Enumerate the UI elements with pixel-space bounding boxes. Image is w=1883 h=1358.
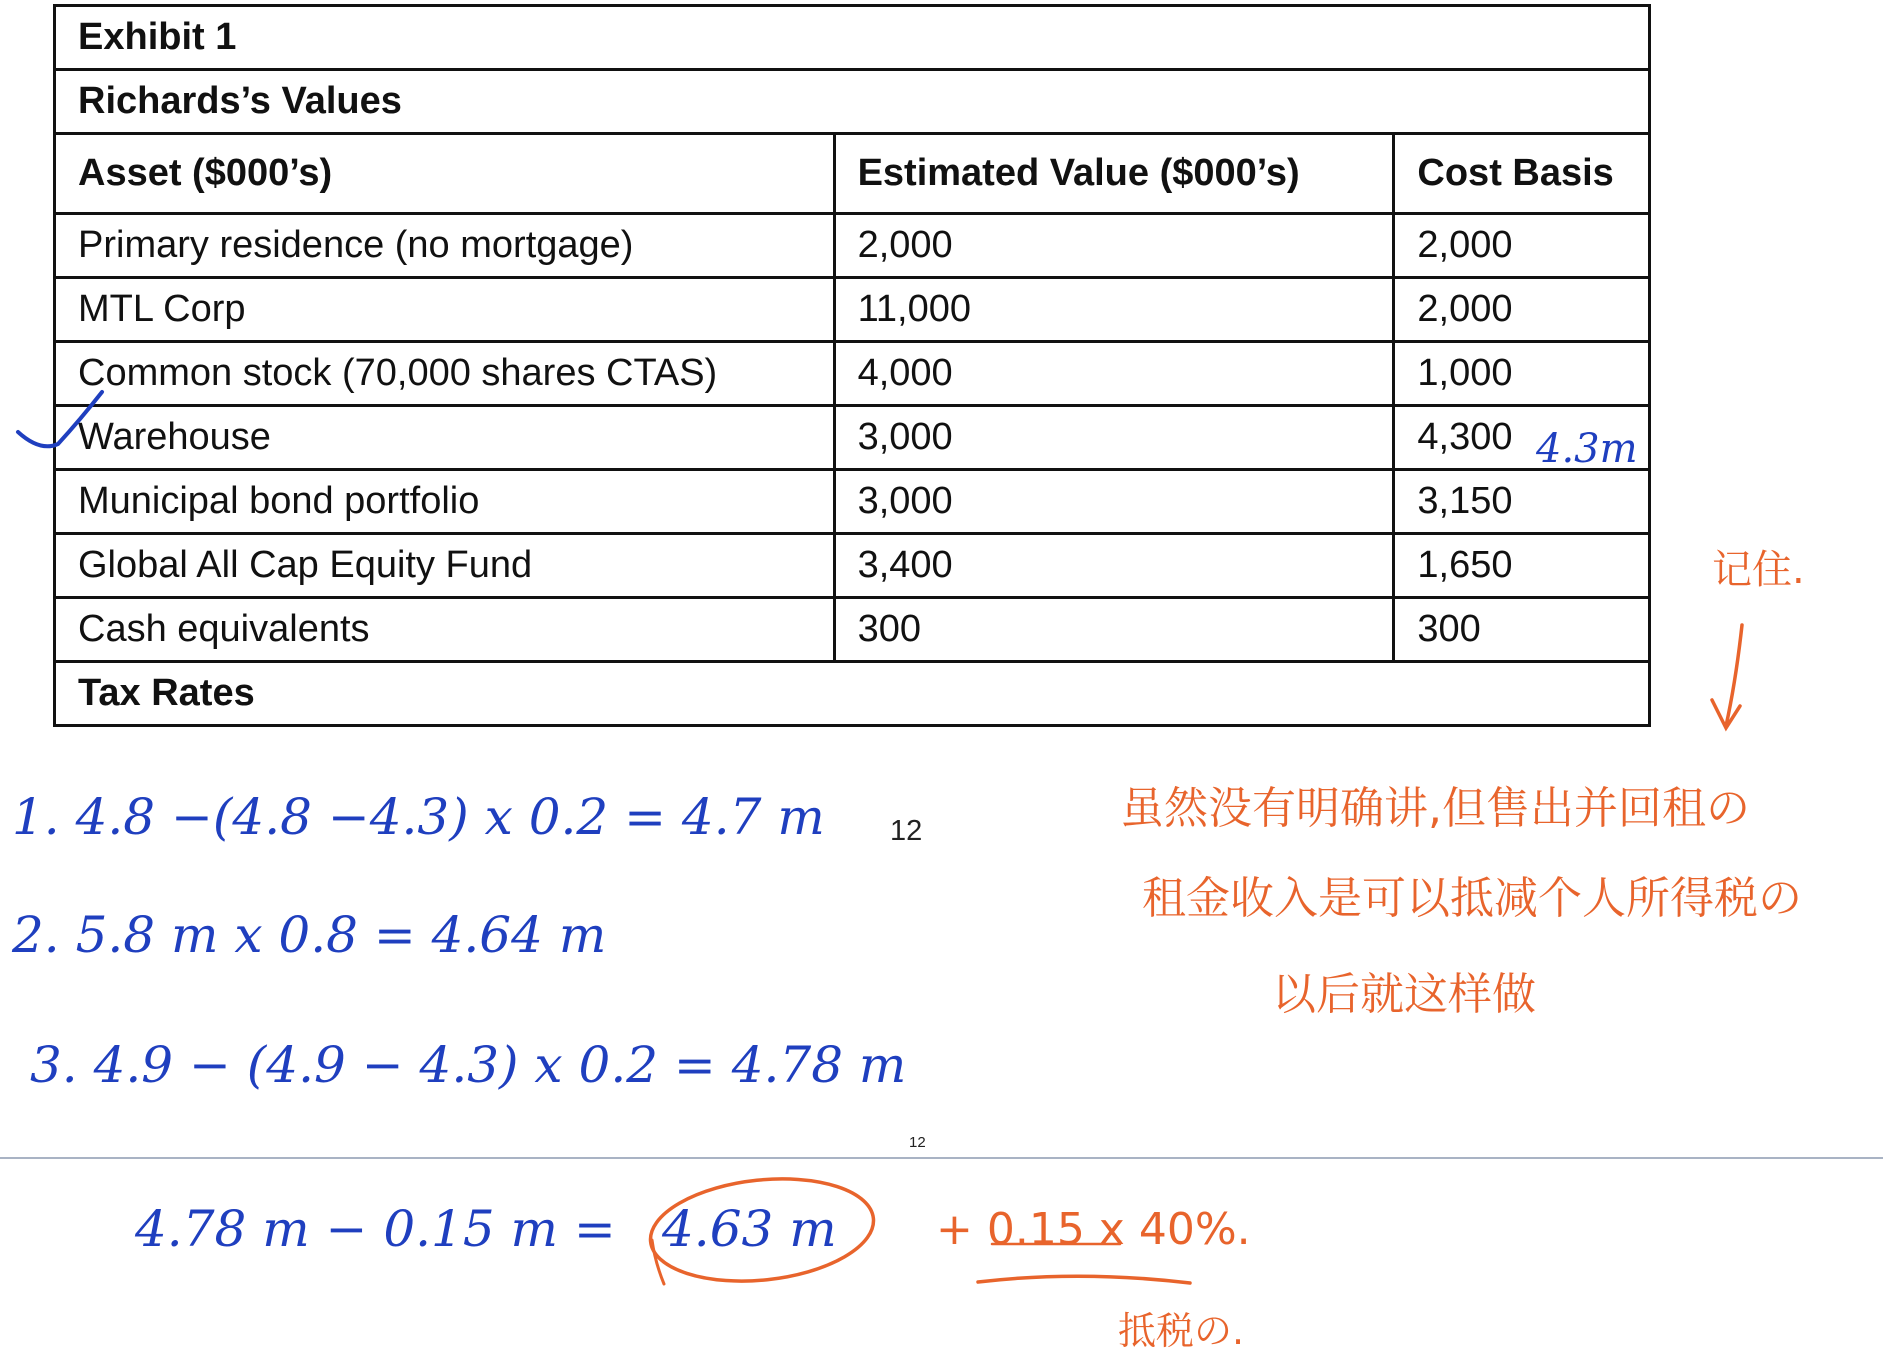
value-cell: 4,000 <box>834 342 1394 406</box>
basis-cell: 1,650 <box>1394 534 1650 598</box>
explanation-line-3: 以后就这样做 <box>1272 969 1536 1020</box>
reminder-note: 记住. <box>1712 547 1805 593</box>
asset-cell: Warehouse <box>55 406 835 470</box>
basis-note: 4.3m <box>1536 426 1638 472</box>
asset-cell: MTL Corp <box>55 278 835 342</box>
tax-addition-note: + 0.15 x 40%. <box>936 1204 1251 1255</box>
basis-cell: 3,150 <box>1394 470 1650 534</box>
column-header-asset: Asset ($000’s) <box>55 134 835 214</box>
checkmark-icon <box>18 392 102 446</box>
value-cell: 3,000 <box>834 470 1394 534</box>
calc-line-2: 2. 5.8 m x 0.8 = 4.64 m <box>12 906 607 964</box>
calc-line-3: 3. 4.9 − (4.9 − 4.3) x 0.2 = 4.78 m <box>30 1036 907 1094</box>
value-cell: 11,000 <box>834 278 1394 342</box>
value-cell: 3,400 <box>834 534 1394 598</box>
calc-line-4: 4.78 m − 0.15 m = <box>135 1200 616 1258</box>
value-cell: 2,000 <box>834 214 1394 278</box>
page-divider <box>0 1157 1883 1159</box>
basis-cell: 2,000 <box>1394 278 1650 342</box>
addition-underline <box>978 1276 1190 1283</box>
asset-cell: Primary residence (no mortgage) <box>55 214 835 278</box>
asset-cell: Global All Cap Equity Fund <box>55 534 835 598</box>
down-arrow-icon <box>1726 625 1742 726</box>
page-number-large: 12 <box>890 815 923 847</box>
column-header-estimated-value: Estimated Value ($000’s) <box>834 134 1394 214</box>
asset-cell: Common stock (70,000 shares CTAS) <box>55 342 835 406</box>
exhibit-title: Exhibit 1 <box>55 6 1650 70</box>
value-cell: 3,000 <box>834 406 1394 470</box>
tax-rates-heading: Tax Rates <box>55 662 1650 726</box>
column-header-cost-basis: Cost Basis <box>1394 134 1650 214</box>
explanation-line-2: 租金收入是可以抵减个人所得税の <box>1142 873 1802 924</box>
calc-result: 4.63 m <box>662 1200 837 1258</box>
basis-cell: 4,300 <box>1394 406 1650 470</box>
basis-cell: 300 <box>1394 598 1650 662</box>
asset-cell: Municipal bond portfolio <box>55 470 835 534</box>
page-number-small: 12 <box>909 1134 926 1151</box>
exhibit-subtitle: Richards’s Values <box>55 70 1650 134</box>
value-cell: 300 <box>834 598 1394 662</box>
asset-cell: Cash equivalents <box>55 598 835 662</box>
calc-line-1: 1. 4.8 −(4.8 −4.3) x 0.2 = 4.7 m <box>12 788 825 846</box>
basis-cell: 2,000 <box>1394 214 1650 278</box>
explanation-line-1: 虽然没有明确讲,但售出并回租の <box>1120 783 1750 834</box>
basis-cell: 1,000 <box>1394 342 1650 406</box>
tax-offset-note: 抵税の. <box>1118 1309 1245 1353</box>
